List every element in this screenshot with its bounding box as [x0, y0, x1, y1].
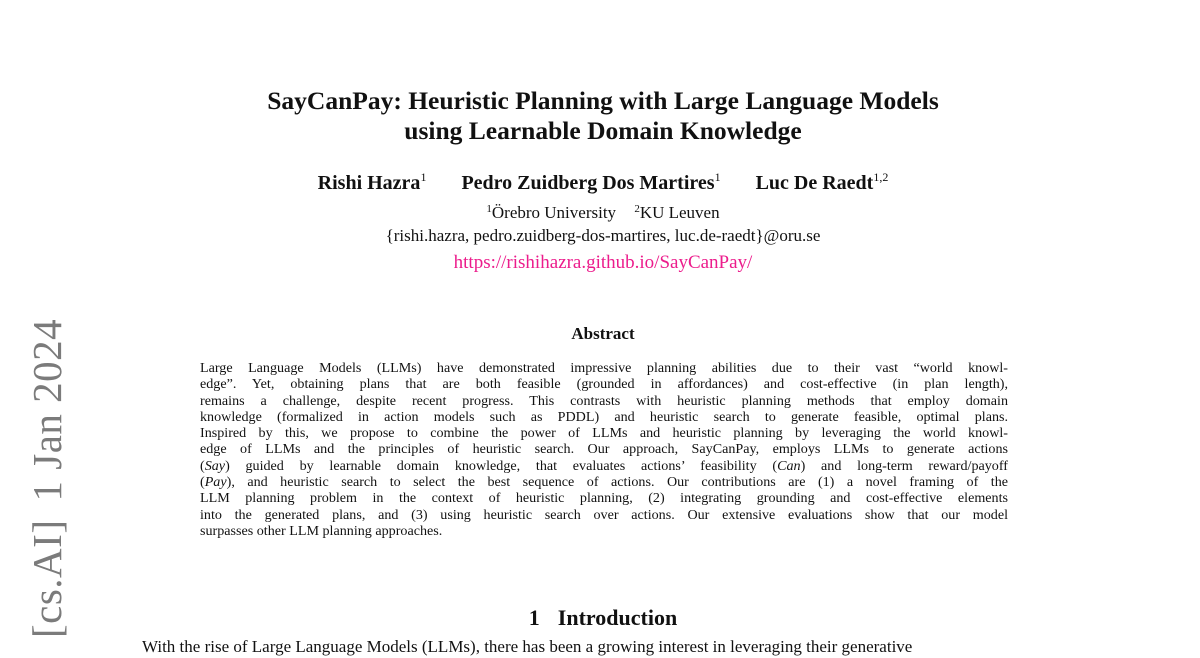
- author-emails: {rishi.hazra, pedro.zuidberg-dos-martires, luc.de-raedt}@oru.se: [385, 226, 821, 245]
- author-affil-mark: 1: [714, 170, 721, 184]
- abstract-heading: Abstract: [571, 324, 635, 343]
- author-3: [756, 171, 889, 195]
- section-number: 1: [528, 605, 540, 630]
- abstract-line: edge of LLMs and the principles of heuristic search. Our approach, SayCanPay, employs LLMs to generate actions: [200, 441, 1008, 458]
- arxiv-side-stamp: [22, 319, 72, 638]
- abstract-line: remains a challenge, despite recent progress. This contrasts with heuristic planning methods that employ domain: [200, 392, 1008, 409]
- author-name: Luc De Raedt: [755, 172, 874, 194]
- arxiv-category: [cs.AI]: [24, 519, 70, 638]
- author-name: Pedro Zuidberg Dos Martires: [461, 172, 715, 194]
- abstract-line: Large Language Models (LLMs) have demonstrated impressive planning abilities due to their vast “world knowl-: [200, 360, 1008, 376]
- intro-first-line: With the rise of Large Language Models (LLMs), there has been a growing interest in leveraging their generative: [142, 637, 913, 656]
- abstract-line: (Say) guided by learnable domain knowledge, that evaluates actions’ feasibility (Can) and long-term reward/payoff: [200, 457, 1008, 474]
- affiliation-list: [150, 202, 1056, 224]
- abstract-line: (Pay), and heuristic search to select the best sequence of actions. Our contributions are (1) a novel framing of the: [200, 474, 1008, 491]
- abstract-line: surpasses other LLM planning approaches.: [200, 522, 443, 539]
- section-heading-introduction: [150, 604, 1056, 632]
- author-name: Rishi Hazra: [317, 172, 421, 194]
- project-url-link[interactable]: https://rishihazra.github.io/SayCanPay/: [453, 252, 753, 273]
- abstract-line: knowledge (formalized in action models such as PDDL) and heuristic search to generate feasible, optimal plans.: [200, 408, 1008, 425]
- affil-mark: 2: [634, 203, 640, 215]
- affil-mark: 1: [486, 203, 492, 215]
- author-2: [461, 171, 720, 195]
- author-list: [150, 171, 1056, 195]
- arxiv-date: 1 Jan 2024: [24, 318, 70, 502]
- abstract-line: edge”. Yet, obtaining plans that are both feasible (grounded in affordances) and cost-effective (in plan length),: [200, 376, 1008, 393]
- title-line-1: SayCanPay: Heuristic Planning with Large Language Models: [267, 86, 939, 115]
- abstract-line: LLM planning problem in the context of heuristic planning, (2) integrating grounding and cost-effective elements: [200, 490, 1008, 507]
- title-line-2: using Learnable Domain Knowledge: [404, 116, 802, 145]
- author-affil-mark: 1,2: [873, 170, 889, 184]
- paper-title: [150, 86, 1056, 146]
- affiliation-2: [634, 202, 719, 224]
- affil-name: Örebro University: [491, 203, 617, 222]
- author-1: [318, 171, 427, 195]
- section-title: Introduction: [557, 605, 678, 630]
- affiliation-1: [486, 202, 616, 224]
- author-affil-mark: 1: [420, 170, 427, 184]
- affil-name: KU Leuven: [639, 203, 720, 222]
- abstract-line: into the generated plans, and (3) using heuristic search over actions. Our extensive evaluations show that our model: [200, 506, 1008, 523]
- abstract-body: [200, 360, 1008, 539]
- abstract-line: Inspired by this, we propose to combine the power of LLMs and heuristic planning by leveraging the world knowl-: [200, 425, 1008, 442]
